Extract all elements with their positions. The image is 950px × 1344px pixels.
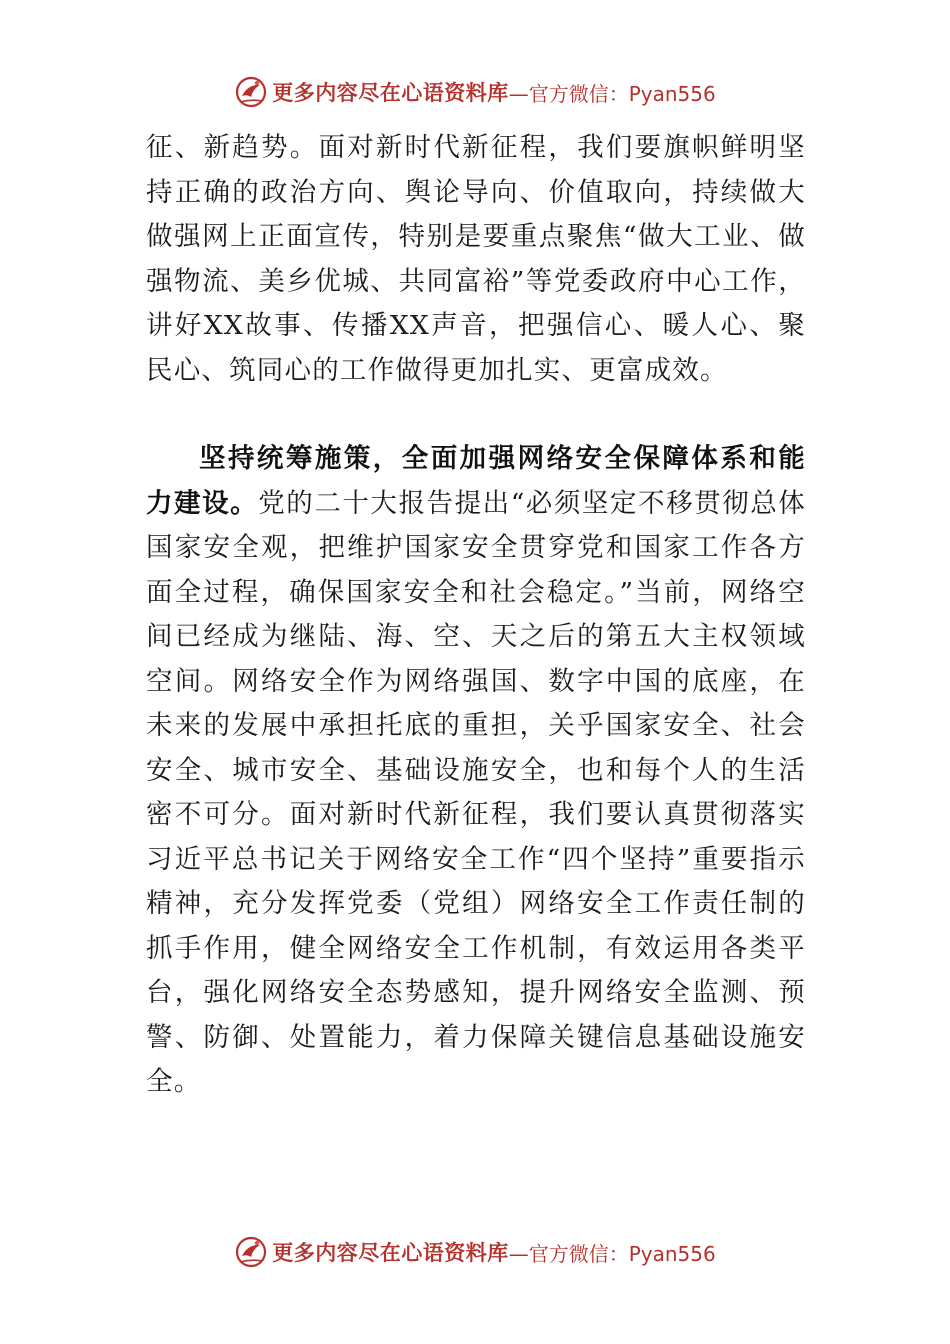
header-banner xyxy=(0,72,950,112)
banner-contact-text: —官方微信：Pyan556 xyxy=(508,1241,716,1266)
banner-contact-text: —官方微信：Pyan556 xyxy=(508,81,716,106)
banner-brand-text: 更多内容尽在心语资料库 xyxy=(272,1240,509,1265)
document-body xyxy=(146,126,806,1105)
banner-brand-text: 更多内容尽在心语资料库 xyxy=(272,80,509,105)
footer-banner xyxy=(0,1232,950,1272)
brand-logo-icon xyxy=(234,1235,268,1269)
paragraph-2 xyxy=(146,437,806,1105)
paragraph-2-text: 党的二十大报告提出“必须坚定不移贯彻总体国家安全观，把维护国家安全贯穿党和国家工作各方面全过程，确保国家安全和社会稳定。”当前，网络空间已经成为继陆、海、空、天之后的第五大主权领域空间。网络安全作为网络强国、数字中国的底座，在未来的发展中承担托底的重担，关乎国家安全、社会安全、城市安全、基础设施安全，也和每个人的生活密不可分。面对新时代新征程，我们要认真贯彻落实习近平总书记关于网络安全工作“四个坚持”重要指示精神，充分发挥党委（党组）网络安全工作责任制的抓手作用，健全网络安全工作机制，有效运用各类平台，强化网络安全态势感知，提升网络安全监测、预警、防御、处置能力，着力保障关键信息基础设施安全。 xyxy=(146,487,806,1097)
paragraph-2-lead: 坚持统筹施策，全面加强网络安全保障体系和能力建设。 xyxy=(146,443,806,519)
brand-logo-icon xyxy=(234,75,268,109)
paragraph-1: 征、新趋势。面对新时代新征程，我们要旗帜鲜明坚持正确的政治方向、舆论导向、价值取向，持续做大做强网上正面宣传，特别是要重点聚焦“做大工业、做强物流、美乡优城、共同富裕”等党委政府中心工作，讲好XX故事、传播XX声音，把强信心、暖人心、聚民心、筑同心的工作做得更加扎实、更富成效。 xyxy=(146,132,806,386)
